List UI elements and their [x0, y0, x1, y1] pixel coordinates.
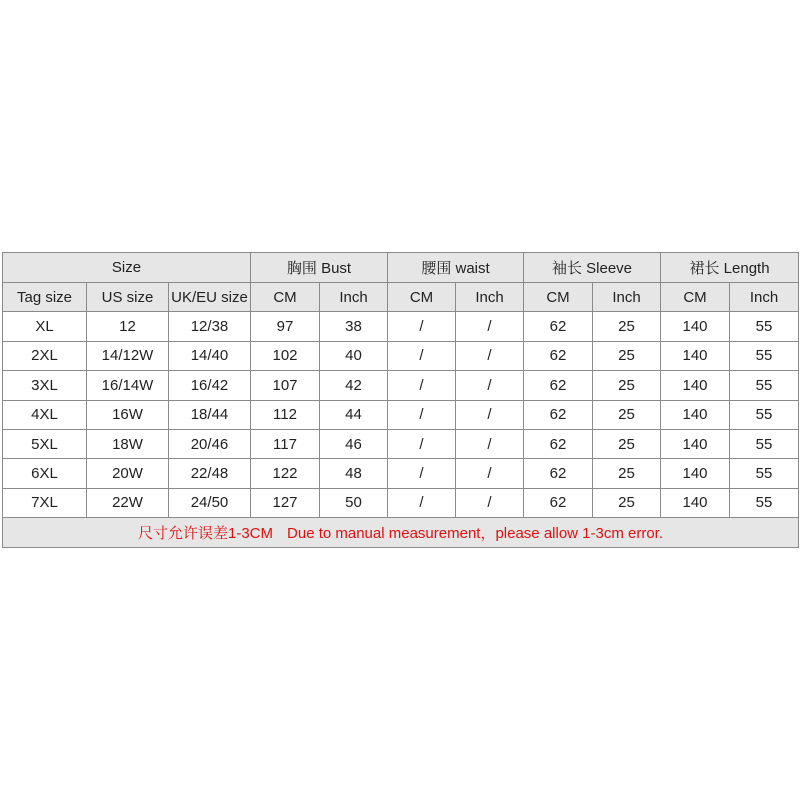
- table-cell: /: [456, 341, 524, 370]
- table-cell: 50: [320, 488, 388, 517]
- table-cell: 14/40: [169, 341, 251, 370]
- table-cell: 18W: [87, 429, 169, 458]
- length-group-header: 裙长 Length: [661, 253, 799, 283]
- column-header: US size: [87, 283, 169, 312]
- table-cell: 62: [524, 488, 593, 517]
- table-body: [3, 312, 799, 518]
- table-cell: 46: [320, 429, 388, 458]
- table-cell: 4XL: [3, 400, 87, 429]
- note-chinese: 尺寸允许误差1-3CM: [138, 525, 274, 543]
- table-cell: 127: [251, 488, 320, 517]
- table-cell: 102: [251, 341, 320, 370]
- table-cell: 140: [661, 488, 730, 517]
- table-row: [3, 341, 799, 370]
- table-cell: 62: [524, 371, 593, 400]
- table-cell: /: [388, 312, 456, 341]
- table-cell: 2XL: [3, 341, 87, 370]
- table-cell: 25: [593, 459, 661, 488]
- table-cell: 140: [661, 371, 730, 400]
- table-cell: 18/44: [169, 400, 251, 429]
- column-header: Inch: [730, 283, 799, 312]
- table-cell: XL: [3, 312, 87, 341]
- note-english: Due to manual measurement，please allow 1-3cm error.: [287, 525, 664, 543]
- table-cell: 55: [730, 371, 799, 400]
- table-cell: 25: [593, 341, 661, 370]
- measurement-note: [3, 518, 799, 548]
- table-cell: 6XL: [3, 459, 87, 488]
- table-cell: 117: [251, 429, 320, 458]
- table-cell: 107: [251, 371, 320, 400]
- table-cell: 55: [730, 459, 799, 488]
- table-row: [3, 371, 799, 400]
- table-cell: 62: [524, 400, 593, 429]
- column-header: Inch: [593, 283, 661, 312]
- table-cell: 16W: [87, 400, 169, 429]
- table-row: [3, 488, 799, 517]
- note-row: [3, 518, 799, 548]
- table-cell: 140: [661, 341, 730, 370]
- table-cell: 140: [661, 459, 730, 488]
- table-row: [3, 312, 799, 341]
- sub-header-row: [3, 283, 799, 312]
- table-cell: 62: [524, 341, 593, 370]
- table-cell: 14/12W: [87, 341, 169, 370]
- table-cell: /: [456, 488, 524, 517]
- column-header: Tag size: [3, 283, 87, 312]
- table-cell: 140: [661, 400, 730, 429]
- table-cell: /: [388, 459, 456, 488]
- sleeve-group-header: 袖长 Sleeve: [524, 253, 661, 283]
- table-cell: 25: [593, 400, 661, 429]
- table-cell: 55: [730, 400, 799, 429]
- table-cell: 112: [251, 400, 320, 429]
- table-cell: 16/42: [169, 371, 251, 400]
- table-cell: 7XL: [3, 488, 87, 517]
- column-header: UK/EU size: [169, 283, 251, 312]
- table-row: [3, 459, 799, 488]
- table-cell: 55: [730, 429, 799, 458]
- table-cell: 5XL: [3, 429, 87, 458]
- table-cell: /: [388, 429, 456, 458]
- bust-group-header: 胸围 Bust: [251, 253, 388, 283]
- table-row: [3, 429, 799, 458]
- column-header: Inch: [456, 283, 524, 312]
- column-header: CM: [661, 283, 730, 312]
- table-cell: 25: [593, 488, 661, 517]
- table-cell: /: [388, 371, 456, 400]
- table-cell: /: [456, 371, 524, 400]
- table-cell: 16/14W: [87, 371, 169, 400]
- table-cell: 44: [320, 400, 388, 429]
- table-cell: 62: [524, 459, 593, 488]
- table-cell: /: [456, 459, 524, 488]
- table-cell: 12: [87, 312, 169, 341]
- table-cell: 122: [251, 459, 320, 488]
- table-cell: /: [456, 429, 524, 458]
- table-cell: /: [388, 488, 456, 517]
- table-cell: 97: [251, 312, 320, 341]
- table-cell: /: [456, 400, 524, 429]
- table-cell: 42: [320, 371, 388, 400]
- group-header-row: [3, 253, 799, 283]
- table-cell: 25: [593, 371, 661, 400]
- table-cell: 20W: [87, 459, 169, 488]
- table-cell: /: [456, 312, 524, 341]
- column-header: CM: [251, 283, 320, 312]
- table-cell: /: [388, 400, 456, 429]
- table-cell: 140: [661, 312, 730, 341]
- table-cell: 22W: [87, 488, 169, 517]
- table-cell: 48: [320, 459, 388, 488]
- table-cell: 40: [320, 341, 388, 370]
- size-chart-table: [2, 252, 799, 548]
- table-cell: 62: [524, 429, 593, 458]
- table-header: [3, 253, 799, 312]
- table-cell: 55: [730, 341, 799, 370]
- column-header: CM: [524, 283, 593, 312]
- column-header: Inch: [320, 283, 388, 312]
- table-cell: 140: [661, 429, 730, 458]
- table-cell: 3XL: [3, 371, 87, 400]
- table-cell: 12/38: [169, 312, 251, 341]
- table-footer: [3, 518, 799, 548]
- size-group-header: Size: [3, 253, 251, 283]
- table-row: [3, 400, 799, 429]
- table-cell: 62: [524, 312, 593, 341]
- table-cell: 25: [593, 312, 661, 341]
- table-cell: 24/50: [169, 488, 251, 517]
- table-cell: 20/46: [169, 429, 251, 458]
- waist-group-header: 腰围 waist: [388, 253, 524, 283]
- table-cell: 55: [730, 312, 799, 341]
- table-cell: /: [388, 341, 456, 370]
- table-cell: 22/48: [169, 459, 251, 488]
- table-cell: 38: [320, 312, 388, 341]
- column-header: CM: [388, 283, 456, 312]
- table-cell: 25: [593, 429, 661, 458]
- table-cell: 55: [730, 488, 799, 517]
